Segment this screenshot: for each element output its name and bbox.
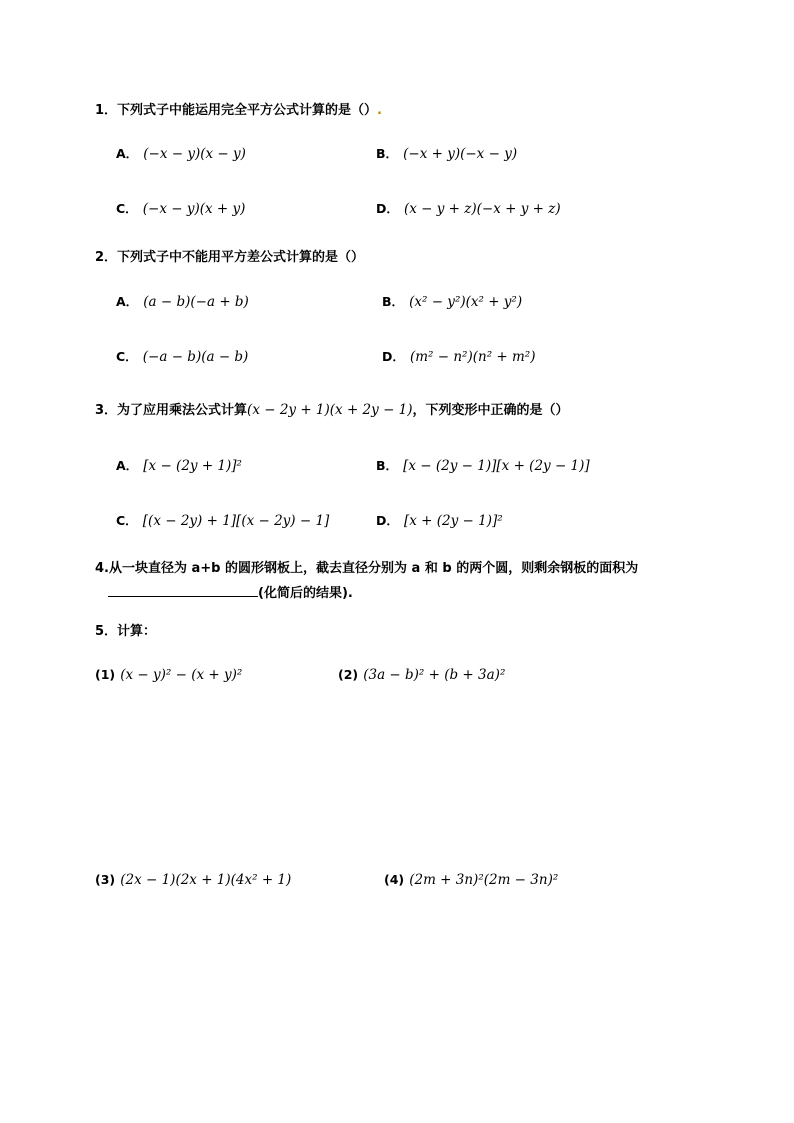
option-label: D． [382,349,405,364]
stem-text: ，下列变形中正确的是（） [412,403,569,418]
option-label: D． [376,513,399,528]
option-label: B． [376,146,399,161]
option-label: C． [116,349,138,364]
item-expression: (2x − 1)(2x + 1)(4x² + 1) [120,872,292,888]
item-label: (2) [338,667,359,682]
item-expression: (x − y)² − (x + y)² [120,667,243,683]
question-4-line-2 [108,582,353,601]
q2-option-b [382,291,522,310]
option-label: A． [116,458,139,473]
stray-dot: . [377,103,382,118]
option-expression: (−x + y)(−x − y) [403,146,518,162]
option-label: C． [116,513,138,528]
question-1-stem [95,99,382,118]
option-label: C． [116,201,138,216]
q1-option-b [376,143,517,162]
option-label: B． [376,458,399,473]
option-expression: (a − b)(−a + b) [143,294,249,310]
item-expression: (2m + 3n)²(2m − 3n)² [409,872,559,888]
q5-item-4 [384,869,558,888]
option-label: D． [376,201,399,216]
q5-item-1 [95,664,242,683]
q3-option-d [376,510,503,529]
q3-option-b [376,455,590,474]
q1-option-c [116,198,245,217]
q1-option-d [376,198,561,217]
question-3-stem [95,399,569,418]
question-5-stem: 5．计算： [95,624,157,639]
option-expression: (x² − y²)(x² + y²) [409,294,523,310]
item-expression: (3a − b)² + (b + 3a)² [363,667,506,683]
option-label: A． [116,146,139,161]
item-label: (1) [95,667,116,682]
option-expression: (x − y + z)(−x + y + z) [403,201,561,217]
option-expression: [(x − 2y) + 1][(x − 2y) − 1] [142,513,330,529]
q5-item-2 [338,664,505,683]
option-expression: (−x − y)(x − y) [143,146,246,162]
question-4-line-1: 4.从一块直径为 a+b 的圆形钢板上，截去直径分别为 a 和 b 的两个圆，则剩余钢板的面积为 [95,561,639,576]
option-label: B． [382,294,405,309]
option-expression: [x − (2y + 1)]² [143,458,242,474]
question-2-stem: 2．下列式子中不能用平方差公式计算的是（） [95,250,365,265]
option-expression: [x + (2y − 1)]² [403,513,503,529]
question-1-text: 1．下列式子中能运用完全平方公式计算的是（） [95,103,378,118]
q3-option-a [116,455,242,474]
q2-option-d [382,346,535,365]
stem-expression: (x − 2y + 1)(x + 2y − 1) [247,402,413,418]
option-expression: (−a − b)(a − b) [142,349,249,365]
q1-option-a [116,143,246,162]
option-expression: (−x − y)(x + y) [142,201,246,217]
q2-option-c [116,346,248,365]
option-expression: [x − (2y − 1)][x + (2y − 1)] [403,458,590,474]
q2-option-a [116,291,249,310]
item-label: (3) [95,872,116,887]
option-label: A． [116,294,139,309]
item-label: (4) [384,872,405,887]
option-expression: (m² − n²)(n² + m²) [409,349,536,365]
q5-item-3 [95,869,291,888]
stem-text: 3．为了应用乘法公式计算 [95,403,248,418]
answer-blank[interactable] [108,584,258,597]
q3-option-c [116,510,329,529]
question-4-suffix: (化简后的结果). [258,586,353,601]
